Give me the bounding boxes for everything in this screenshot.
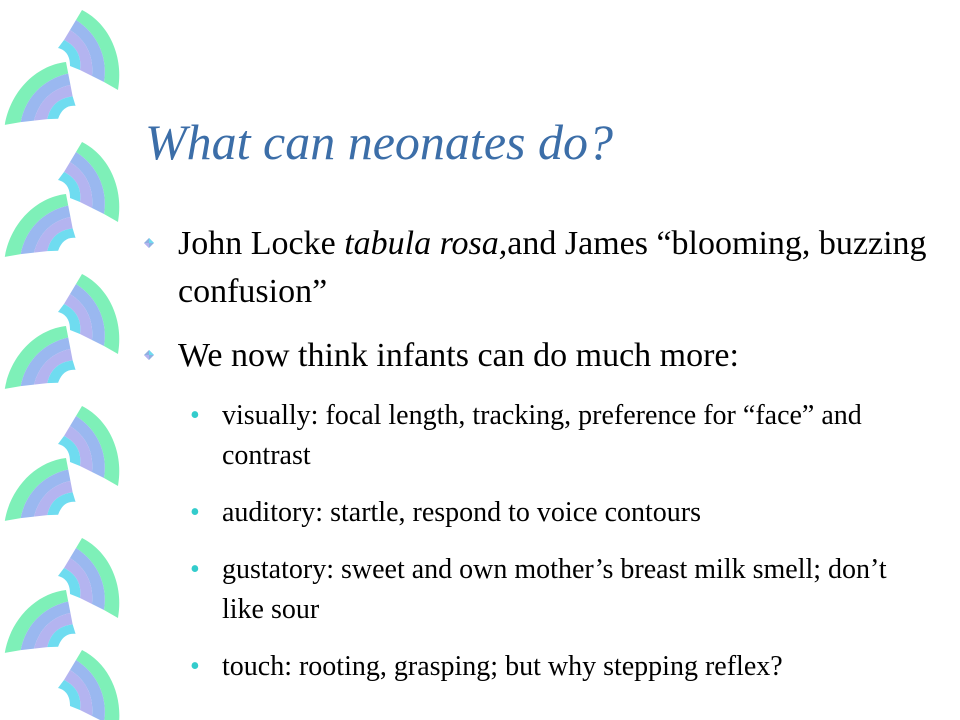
sub-bullet-text: visually: focal length, tracking, preference for “face” and contrast: [222, 400, 862, 471]
sub-bullet-item: [140, 647, 922, 687]
dot-bullet-icon: •: [190, 554, 200, 585]
diamond-bullet-icon: [144, 350, 154, 360]
bullet-text: We now think infants can do much more:: [178, 337, 739, 374]
bullet-item: [140, 220, 940, 316]
dot-bullet-icon: •: [190, 651, 200, 682]
sub-bullet-text: touch: rooting, grasping; but why stepping reflex?: [222, 651, 783, 682]
sub-bullet-text: auditory: startle, respond to voice contours: [222, 497, 701, 528]
dot-bullet-icon: •: [190, 400, 200, 431]
dot-bullet-icon: •: [190, 497, 200, 528]
sub-bullet-text: gustatory: sweet and own mother’s breast milk smell; don’t like sour: [222, 554, 887, 625]
diamond-bullet-icon: [144, 238, 154, 248]
sub-bullet-item: [140, 396, 922, 476]
bullet-text-before: John Locke: [178, 225, 345, 262]
sub-bullet-item: [140, 493, 922, 533]
bullet-item: [140, 332, 940, 380]
bullet-italic-text: tabula rosa,: [344, 225, 508, 262]
bullet-list: [140, 220, 940, 704]
fan-border-decoration: [0, 0, 140, 720]
bullet-text-after: and James “blooming, buzzing confusion”: [178, 225, 927, 310]
sub-bullet-item: [140, 550, 922, 630]
slide-title: What can neonates do?: [145, 114, 613, 170]
